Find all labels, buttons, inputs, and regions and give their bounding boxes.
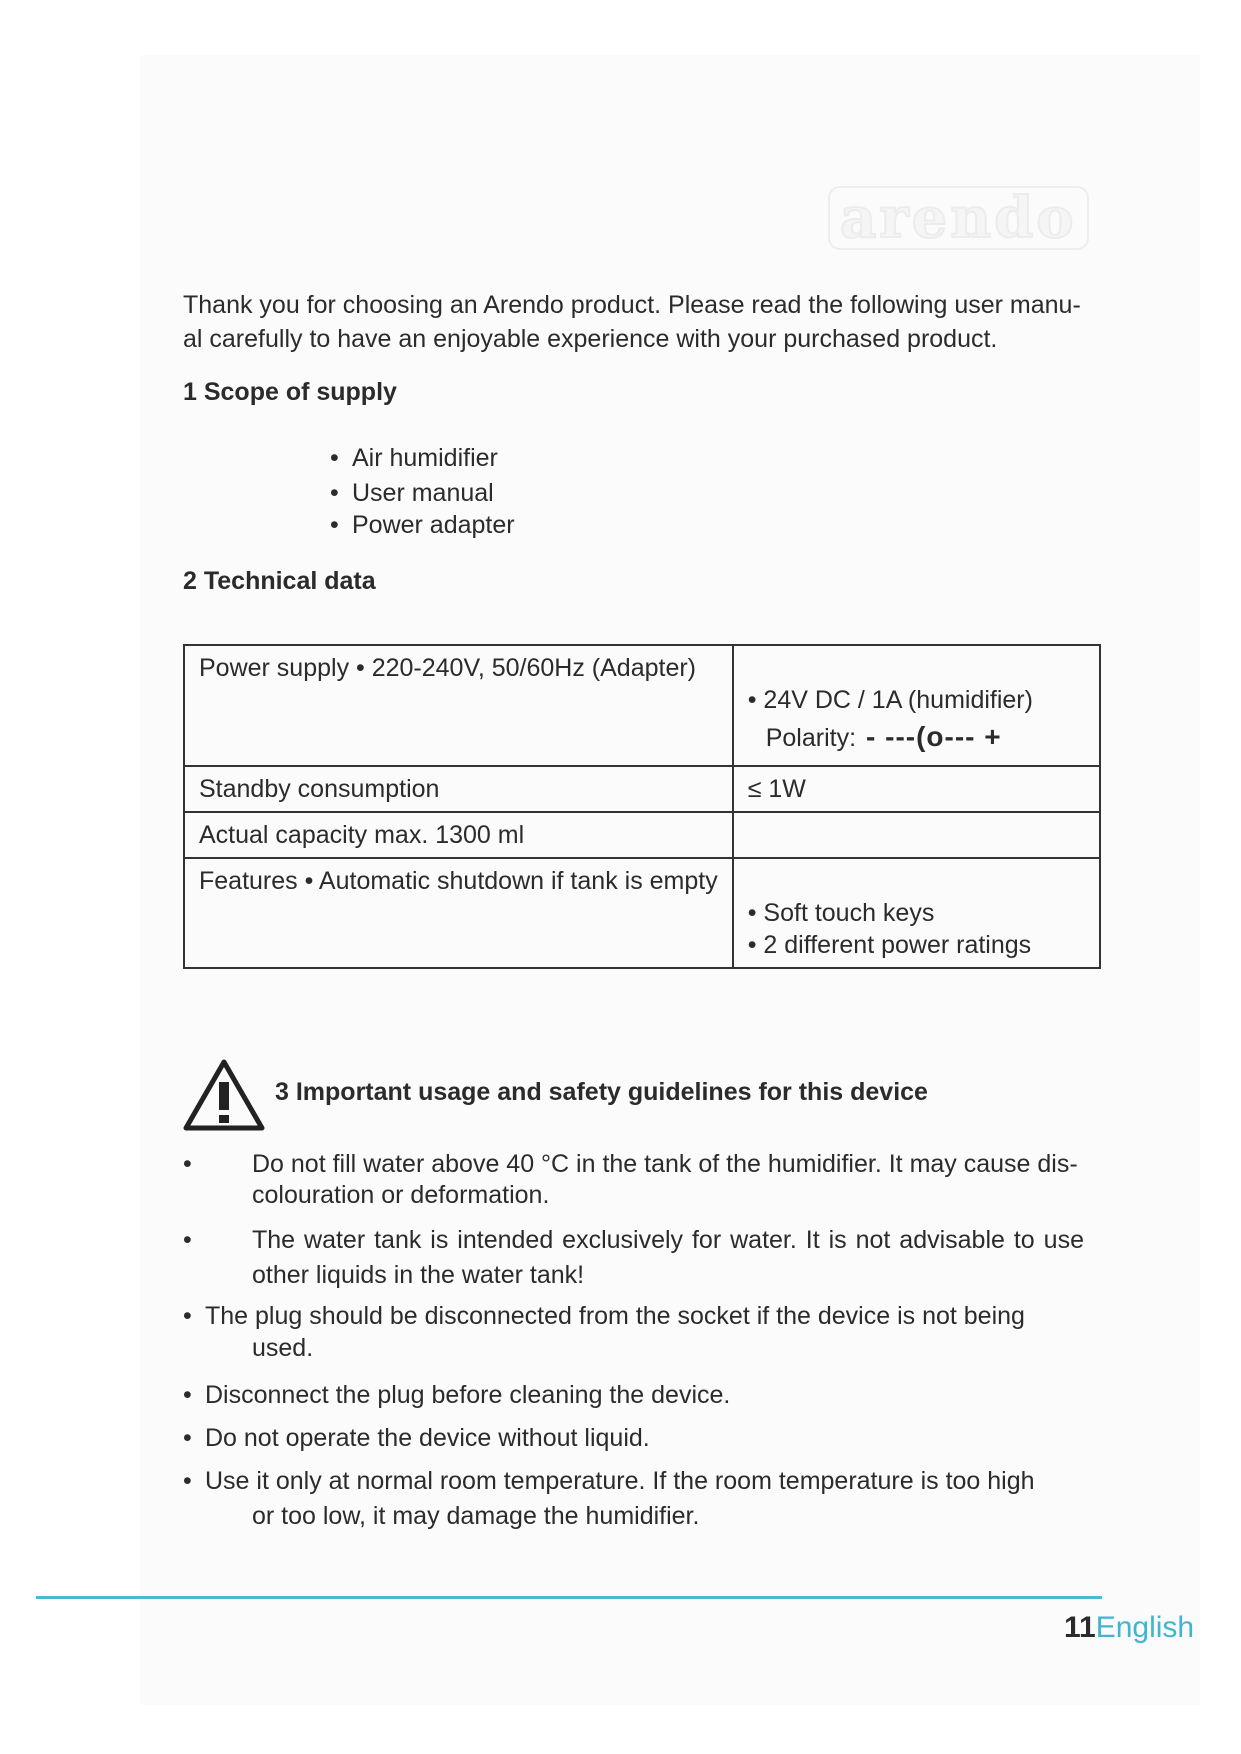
power-supply-values: • 24V DC / 1A (humidifier) Polarity: - ---(o--- + — [733, 645, 1100, 766]
table-row — [184, 645, 1100, 766]
guideline-text: The water tank is intended exclusively for water. It is not advisable to use — [252, 1226, 1084, 1254]
page-language: English — [1095, 1611, 1195, 1644]
standby-value: ≤ 1W — [733, 766, 1100, 812]
table-row — [184, 766, 1100, 812]
features-cell: Features • Automatic shutdown if tank is empty — [184, 858, 733, 968]
polarity-symbol: - ---(o--- + — [866, 721, 1002, 752]
guideline-text: used. — [252, 1334, 314, 1362]
warning-icon — [182, 1058, 266, 1132]
list-item: • The plug should be disconnected from the socket if the device is not being — [183, 1302, 1025, 1330]
section-2-heading: 2 Technical data — [183, 567, 376, 595]
section-3-heading: 3 Important usage and safety guidelines for this device — [275, 1078, 928, 1106]
list-item: • Power adapter — [330, 511, 515, 539]
guideline-text: Do not fill water above 40 °C in the tank of the humidifier. It may cause dis- — [252, 1150, 1078, 1178]
brand-logo: arendo — [828, 186, 1089, 250]
footer-rule — [36, 1596, 1102, 1599]
power-supply-cell: Power supply • 220-240V, 50/60Hz (Adapter) — [184, 645, 733, 766]
list-item: • — [183, 1226, 192, 1254]
intro-line-1: Thank you for choosing an Arendo product. Please read the following user manu- — [183, 291, 1081, 319]
features-values: • Soft touch keys • 2 different power ratings — [733, 858, 1100, 968]
list-item: • User manual — [330, 479, 494, 507]
list-item: • Air humidifier — [330, 444, 498, 472]
list-item: • — [183, 1150, 192, 1178]
guideline-text: other liquids in the water tank! — [252, 1261, 585, 1289]
table-row — [184, 812, 1100, 858]
standby-label: Standby consumption — [184, 766, 733, 812]
guideline-text: or too low, it may damage the humidifier. — [252, 1502, 700, 1530]
table-row — [184, 858, 1100, 968]
page-footer — [1064, 1608, 1194, 1648]
list-item: • Do not operate the device without liquid. — [183, 1424, 650, 1452]
guideline-text: colouration or deformation. — [252, 1181, 550, 1209]
section-1-heading: 1 Scope of supply — [183, 378, 397, 406]
list-item: • Disconnect the plug before cleaning the device. — [183, 1381, 731, 1409]
intro-line-2: al carefully to have an enjoyable experience with your purchased product. — [183, 325, 998, 353]
capacity-cell: Actual capacity max. 1300 ml — [184, 812, 733, 858]
list-item: • Use it only at normal room temperature. If the room temperature is too high — [183, 1467, 1035, 1495]
technical-data-table — [183, 644, 1101, 969]
page-number: 11 — [1064, 1611, 1096, 1644]
